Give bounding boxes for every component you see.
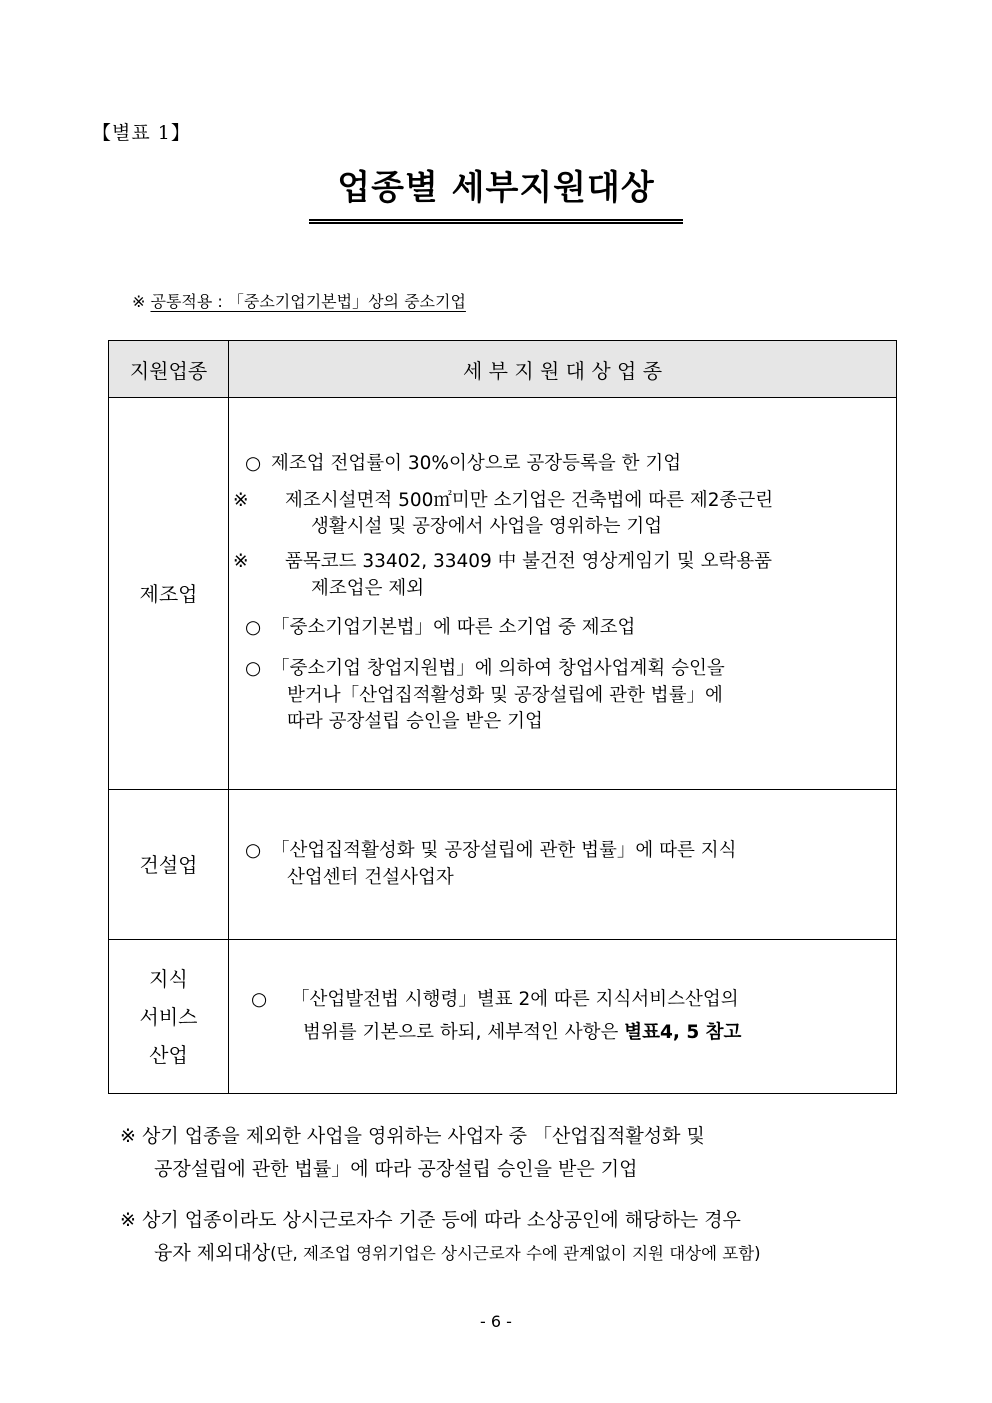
- table-row-manufacturing: [109, 398, 897, 790]
- note-mark: ※: [233, 551, 249, 573]
- category-knowledge-service: 지식 서비스 산업: [109, 940, 229, 1094]
- list-item: ○ 제조업 전업률이 30%이상으로 공장등록을 한 기업: [245, 451, 882, 478]
- detail-knowledge-service: [229, 940, 897, 1094]
- header-detail: 세 부 지 원 대 상 업 종: [229, 341, 897, 398]
- common-application-note: [132, 289, 466, 312]
- note-mark: ※: [120, 1125, 136, 1147]
- circle-bullet: ○: [245, 657, 262, 679]
- detail-manufacturing: [229, 398, 897, 790]
- note-mark: ※: [120, 1209, 136, 1231]
- table-row-knowledge-service: [109, 940, 897, 1094]
- annex-tag: 【별표 1】: [92, 122, 191, 144]
- list-item: ○ 「중소기업기본법」에 따른 소기업 중 제조업: [245, 615, 882, 642]
- page-title-wrap: [0, 160, 992, 224]
- list-item: ○ 「산업집적활성화 및 공장설립에 관한 법률」에 따른 지식 산업센터 건설사업자: [245, 839, 737, 888]
- circle-bullet: ○: [251, 989, 268, 1011]
- list-item-note: ※ 제조시설면적 500㎡미만 소기업은 건축법에 따른 제2종근린 생활시설 및 공장에서 사업을 영위하는 기업: [233, 489, 774, 538]
- header-industry: 지원업종: [109, 341, 229, 398]
- annex-reference: 별표4, 5 참고: [624, 1021, 742, 1043]
- footnote-paren: (단, 제조업 영위기업은 상시근로자 수에 관계없이 지원 대상에 포함): [270, 1244, 761, 1264]
- list-item: ○ 「중소기업 창업지원법」에 의하여 창업사업계획 승인을 받거나「산업집적활성화 및 공장설립에 관한 법률」에 따라 공장설립 승인을 받은 기업: [245, 657, 725, 733]
- circle-bullet: ○: [245, 839, 262, 861]
- note-mark: ※: [233, 489, 249, 511]
- circle-bullet: ○: [245, 616, 262, 638]
- list-item: ○ 「산업발전법 시행령」별표 2에 따른 지식서비스산업의 범위를 기본으로 하되, 세부적인 사항은 별표4, 5 참고: [245, 984, 882, 1049]
- category-manufacturing: 제조업: [109, 398, 229, 790]
- detail-construction: [229, 790, 897, 940]
- footnote: ※ 상기 업종이라도 상시근로자수 기준 등에 따라 소상공인에 해당하는 경우 융자 제외대상(단, 제조업 영위기업은 상시근로자 수에 관계없이 지원 대상에 포함): [120, 1209, 761, 1265]
- category-construction: 건설업: [109, 790, 229, 940]
- circle-bullet: ○: [245, 452, 262, 474]
- page-title: 업종별 세부지원대상: [309, 160, 682, 224]
- common-application-text: 공통적용 : 「중소기업기본법」상의 중소기업: [150, 292, 466, 311]
- list-item-note: ※ 품목코드 33402, 33409 中 불건전 영상게임기 및 오락용품 제조업은 제외: [233, 551, 773, 600]
- table-header-row: [109, 341, 897, 398]
- reference-mark: ※: [132, 292, 151, 311]
- table-row-construction: [109, 790, 897, 940]
- footnote: ※ 상기 업종을 제외한 사업을 영위하는 사업자 중 「산업집적활성화 및 공장설립에 관한 법률」에 따라 공장설립 승인을 받은 기업: [120, 1125, 705, 1181]
- support-table: [108, 340, 897, 1094]
- page-number: - 6 -: [480, 1312, 512, 1331]
